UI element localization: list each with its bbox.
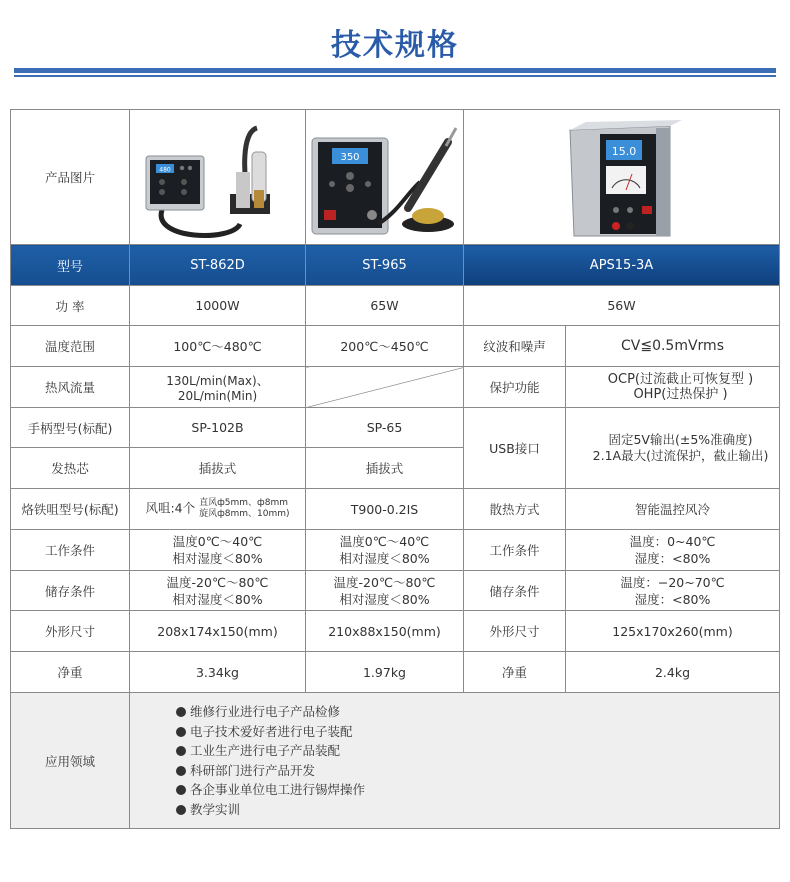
work-st862d — [130, 530, 306, 571]
weight-st965: 1.97kg — [306, 652, 464, 693]
power-aps15: 56W — [464, 286, 780, 326]
nozzle-st965: T900-0.2IS — [306, 489, 464, 530]
temp-row — [11, 326, 780, 367]
airflow-st965-empty — [306, 367, 464, 408]
weight-aps15-label: 净重 — [464, 652, 566, 693]
application-item: 教学实训 — [190, 801, 241, 817]
photo-row-label: 产品图片 — [11, 110, 130, 245]
model-label: 型号 — [11, 245, 130, 286]
nozzle-sub — [199, 498, 289, 520]
handle-st862d: SP-102B — [130, 408, 306, 448]
usb-max-current: 2.1A最大(过流保护，截止输出) — [592, 448, 769, 463]
storage-label: 储存条件 — [11, 571, 130, 611]
list-item — [176, 761, 777, 781]
work-st965-humidity: 相对湿度＜80% — [339, 551, 430, 566]
list-item — [176, 800, 777, 820]
power-st862d: 1000W — [130, 286, 306, 326]
nozzle-main: 风咀:4个 — [145, 500, 196, 516]
title-rule — [14, 68, 776, 73]
storage-aps15-humidity: 湿度：<80% — [634, 591, 711, 607]
storage-st965-temp: 温度-20℃～80℃ — [333, 574, 436, 590]
nozzle-label: 烙铁咀型号(标配) — [11, 489, 130, 530]
photo-st862d — [130, 110, 306, 245]
bullet-icon — [176, 766, 186, 776]
storage-st965-humidity: 相对湿度＜80% — [339, 591, 430, 607]
work-aps15 — [566, 530, 780, 571]
power-label: 功 率 — [11, 286, 130, 326]
size-aps15-label: 外形尺寸 — [464, 611, 566, 652]
size-aps15: 125x170x260(mm) — [566, 611, 780, 652]
protection-value — [566, 367, 780, 408]
cooling-value: 智能温控风冷 — [566, 489, 780, 530]
airflow-row — [11, 367, 780, 408]
airflow-label: 热风流量 — [11, 367, 130, 408]
photo-st965 — [306, 110, 464, 245]
temp-label: 温度范围 — [11, 326, 130, 367]
storage-st862d-temp: 温度-20℃～80℃ — [166, 574, 269, 590]
list-item — [176, 741, 777, 761]
nozzle-sub-1: 直风ф5mm、ф8mm — [199, 498, 289, 508]
work-st965 — [306, 530, 464, 571]
size-label: 外形尺寸 — [11, 611, 130, 652]
storage-st965 — [306, 571, 464, 611]
handle-row — [11, 408, 780, 448]
work-st862d-humidity: 相对湿度＜80% — [172, 551, 263, 566]
work-aps15-humidity: 湿度：<80% — [634, 551, 711, 566]
work-row — [11, 530, 780, 571]
list-item — [176, 780, 777, 800]
storage-aps15 — [566, 571, 780, 611]
storage-row — [11, 571, 780, 611]
work-label: 工作条件 — [11, 530, 130, 571]
list-item — [176, 702, 777, 722]
power-supply-image — [466, 112, 780, 242]
bullet-icon — [176, 785, 186, 795]
weight-aps15: 2.4kg — [566, 652, 780, 693]
application-list — [132, 702, 777, 819]
title-rule-thin — [14, 75, 776, 77]
spec-table — [10, 109, 780, 829]
weight-row — [11, 652, 780, 693]
application-item: 工业生产进行电子产品装配 — [190, 743, 341, 758]
bullet-icon — [176, 707, 186, 717]
soldering-station-image — [308, 112, 460, 242]
ripple-value: CV≦0.5mVrms — [566, 326, 780, 367]
aps15-display: 15.0 — [611, 145, 637, 158]
usb-value — [566, 408, 780, 489]
work-aps15-temp: 温度：0~40℃ — [629, 534, 716, 549]
cooling-label: 散热方式 — [464, 489, 566, 530]
storage-aps15-temp: 温度：−20~70℃ — [620, 574, 725, 590]
application-item: 科研部门进行产品开发 — [190, 762, 316, 778]
page-title: 技术规格 — [331, 28, 459, 63]
hot-air-station-image — [132, 112, 302, 242]
usb-label: USB接口 — [464, 408, 566, 489]
st862d-display: 480 — [159, 166, 171, 174]
nozzle-row — [11, 489, 780, 530]
bullet-icon — [176, 727, 186, 737]
photo-aps15 — [464, 110, 780, 245]
model-aps15: APS15-3A — [464, 245, 780, 286]
application-label: 应用领域 — [11, 693, 130, 829]
handle-label: 手柄型号(标配) — [11, 408, 130, 448]
nozzle-st862d — [130, 489, 306, 530]
application-item: 维修行业进行电子产品检修 — [190, 704, 341, 719]
bullet-icon — [176, 746, 186, 756]
protection-ocp: OCP(过流截止可恢复型 ) — [607, 372, 754, 387]
core-st965: 插拔式 — [306, 448, 464, 489]
model-st965: ST-965 — [306, 245, 464, 286]
application-item: 电子技术爱好者进行电子装配 — [190, 723, 353, 739]
size-st965: 210x88x150(mm) — [306, 611, 464, 652]
power-row — [11, 286, 780, 326]
weight-st862d: 3.34kg — [130, 652, 306, 693]
application-row — [11, 693, 780, 829]
photo-row — [11, 110, 780, 245]
temp-st965: 200℃～450℃ — [306, 326, 464, 367]
storage-st862d — [130, 571, 306, 611]
core-st862d: 插拔式 — [130, 448, 306, 489]
work-aps15-label: 工作条件 — [464, 530, 566, 571]
size-row — [11, 611, 780, 652]
protection-ohp: OHP(过热保护 ) — [633, 387, 728, 402]
work-st965-temp: 温度0℃～40℃ — [339, 534, 430, 549]
temp-st862d: 100℃～480℃ — [130, 326, 306, 367]
bullet-icon — [176, 805, 186, 815]
application-item: 各企事业单位电工进行锡焊操作 — [190, 782, 366, 797]
airflow-st862d: 130L/min(Max)、20L/min(Min) — [130, 367, 306, 408]
application-list-cell — [130, 693, 780, 829]
protection-label: 保护功能 — [464, 367, 566, 408]
work-st862d-temp: 温度0℃～40℃ — [172, 534, 263, 549]
st965-display: 350 — [340, 152, 360, 163]
model-header-row — [11, 245, 780, 286]
list-item — [176, 722, 777, 742]
nozzle-sub-2: 旋风ф8mm、10mm) — [199, 509, 290, 519]
ripple-label: 纹波和噪声 — [464, 326, 566, 367]
storage-st862d-humidity: 相对湿度＜80% — [172, 591, 263, 607]
weight-label: 净重 — [11, 652, 130, 693]
size-st862d: 208x174x150(mm) — [130, 611, 306, 652]
model-st862d: ST-862D — [130, 245, 306, 286]
usb-fixed-output: 固定5V输出(±5%准确度) — [608, 432, 753, 447]
core-label: 发热芯 — [11, 448, 130, 489]
power-st965: 65W — [306, 286, 464, 326]
handle-st965: SP-65 — [306, 408, 464, 448]
storage-aps15-label: 储存条件 — [464, 571, 566, 611]
